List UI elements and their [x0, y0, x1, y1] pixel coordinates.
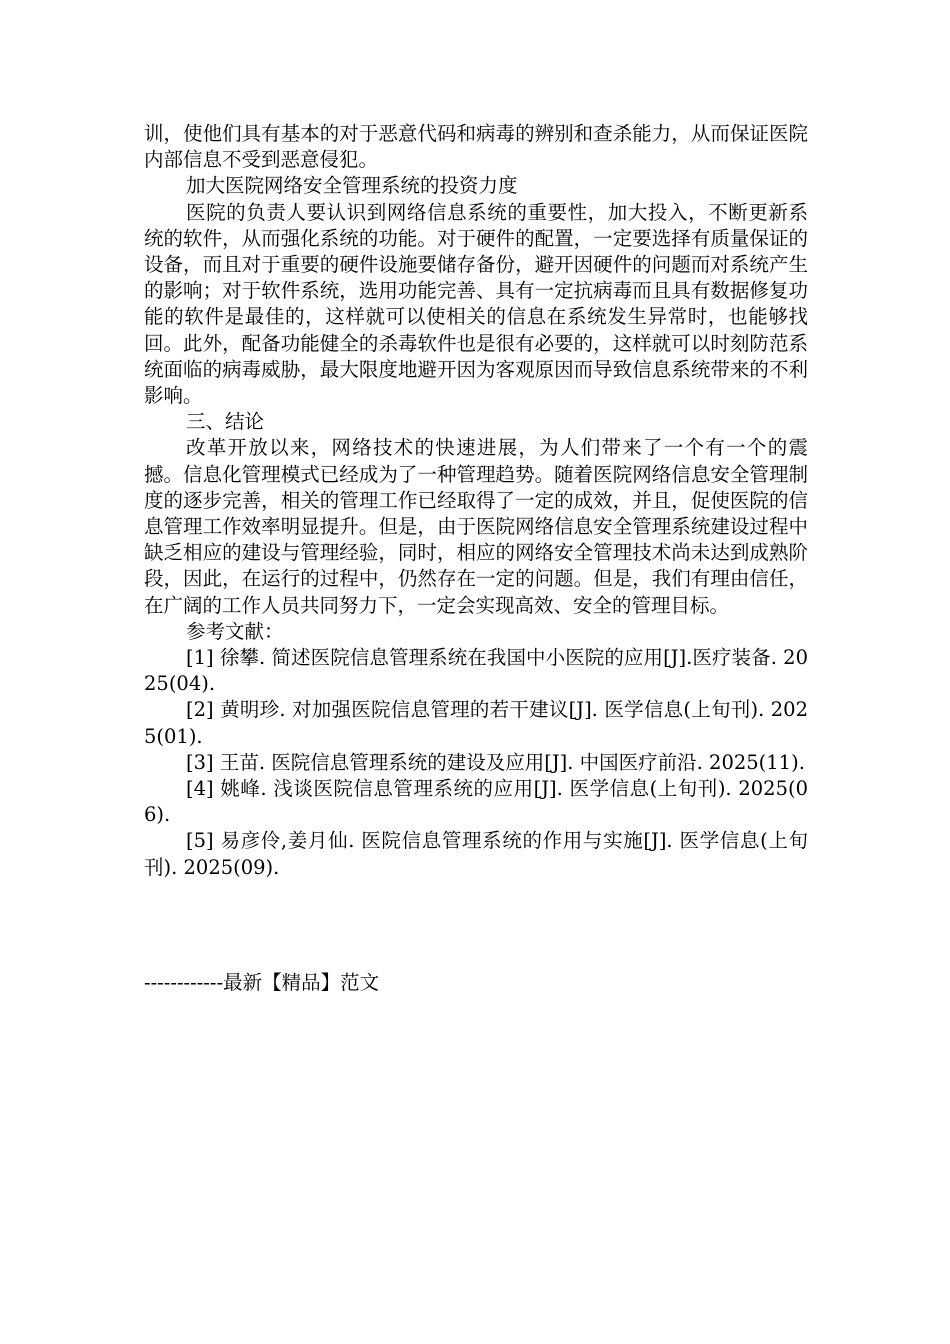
- reference-item-5: [5] 易彦伶,姜月仙. 医院信息管理系统的作用与实施[J]. 医学信息(上旬刊). 2025(09).: [144, 829, 808, 879]
- section-heading-conclusion: 三、结论: [186, 410, 265, 434]
- paragraph-conclusion: 改革开放以来，网络技术的快速进展，为人们带来了一个有一个的震撼。信息化管理模式已经成为了一种管理趋势。随着医院网络信息安全管理制度的逐步完善，相关的管理工作已经取得了一定的成效，并且，促使医院的信息管理工作效率明显提升。但是，由于医院网络信息安全管理系统建设过程中缺乏相应的建设与管理经验，同时，相应的网络安全管理技术尚未达到成熟阶段，因此，在运行的过程中，仍然存在一定的问题。但是，我们有理由信任，在广阔的工作人员共同努力下，一定会实现高效、安全的管理目标。: [144, 436, 808, 617]
- reference-item-1: [1] 徐攀. 简述医院信息管理系统在我国中小医院的应用[J].医疗装备. 2025(04).: [144, 646, 808, 696]
- paragraph-investment: 医院的负责人要认识到网络信息系统的重要性，加大投入，不断更新系统的软件，从而强化系统的功能。对于硬件的配置，一定要选择有质量保证的设备，而且对于重要的硬件设施要储存备份，避开因硬件的问题而对系统产生的影响；对于软件系统，选用功能完善、具有一定抗病毒而且具有数据修复功能的软件是最佳的，这样就可以使相关的信息在系统发生异常时，也能够找回。此外，配备功能健全的杀毒软件也是很有必要的，这样就可以时刻防范系统面临的病毒威胁，最大限度地避开因为客观原因而导致信息系统带来的不利影响。: [144, 200, 808, 408]
- reference-item-2: [2] 黄明珍. 对加强医院信息管理的若干建议[J]. 医学信息(上旬刊). 2025(01).: [144, 698, 808, 748]
- paragraph-training-continuation: 训，使他们具有基本的对于恶意代码和病毒的辨别和查杀能力，从而保证医院内部信息不受到恶意侵犯。: [144, 122, 808, 172]
- reference-item-4: [4] 姚峰. 浅谈医院信息管理系统的应用[J]. 医学信息(上旬刊). 2025(06).: [144, 777, 808, 827]
- section-heading-investment: 加大医院网络安全管理系统的投资力度: [186, 174, 518, 198]
- document-body: [144, 121, 808, 881]
- reference-item-3: [3] 王苗. 医院信息管理系统的建设及应用[J]. 中国医疗前沿. 2025(11).: [186, 750, 805, 774]
- footer-banner: ------------最新【精品】范文: [144, 971, 380, 994]
- references-heading: 参考文献：: [186, 619, 284, 643]
